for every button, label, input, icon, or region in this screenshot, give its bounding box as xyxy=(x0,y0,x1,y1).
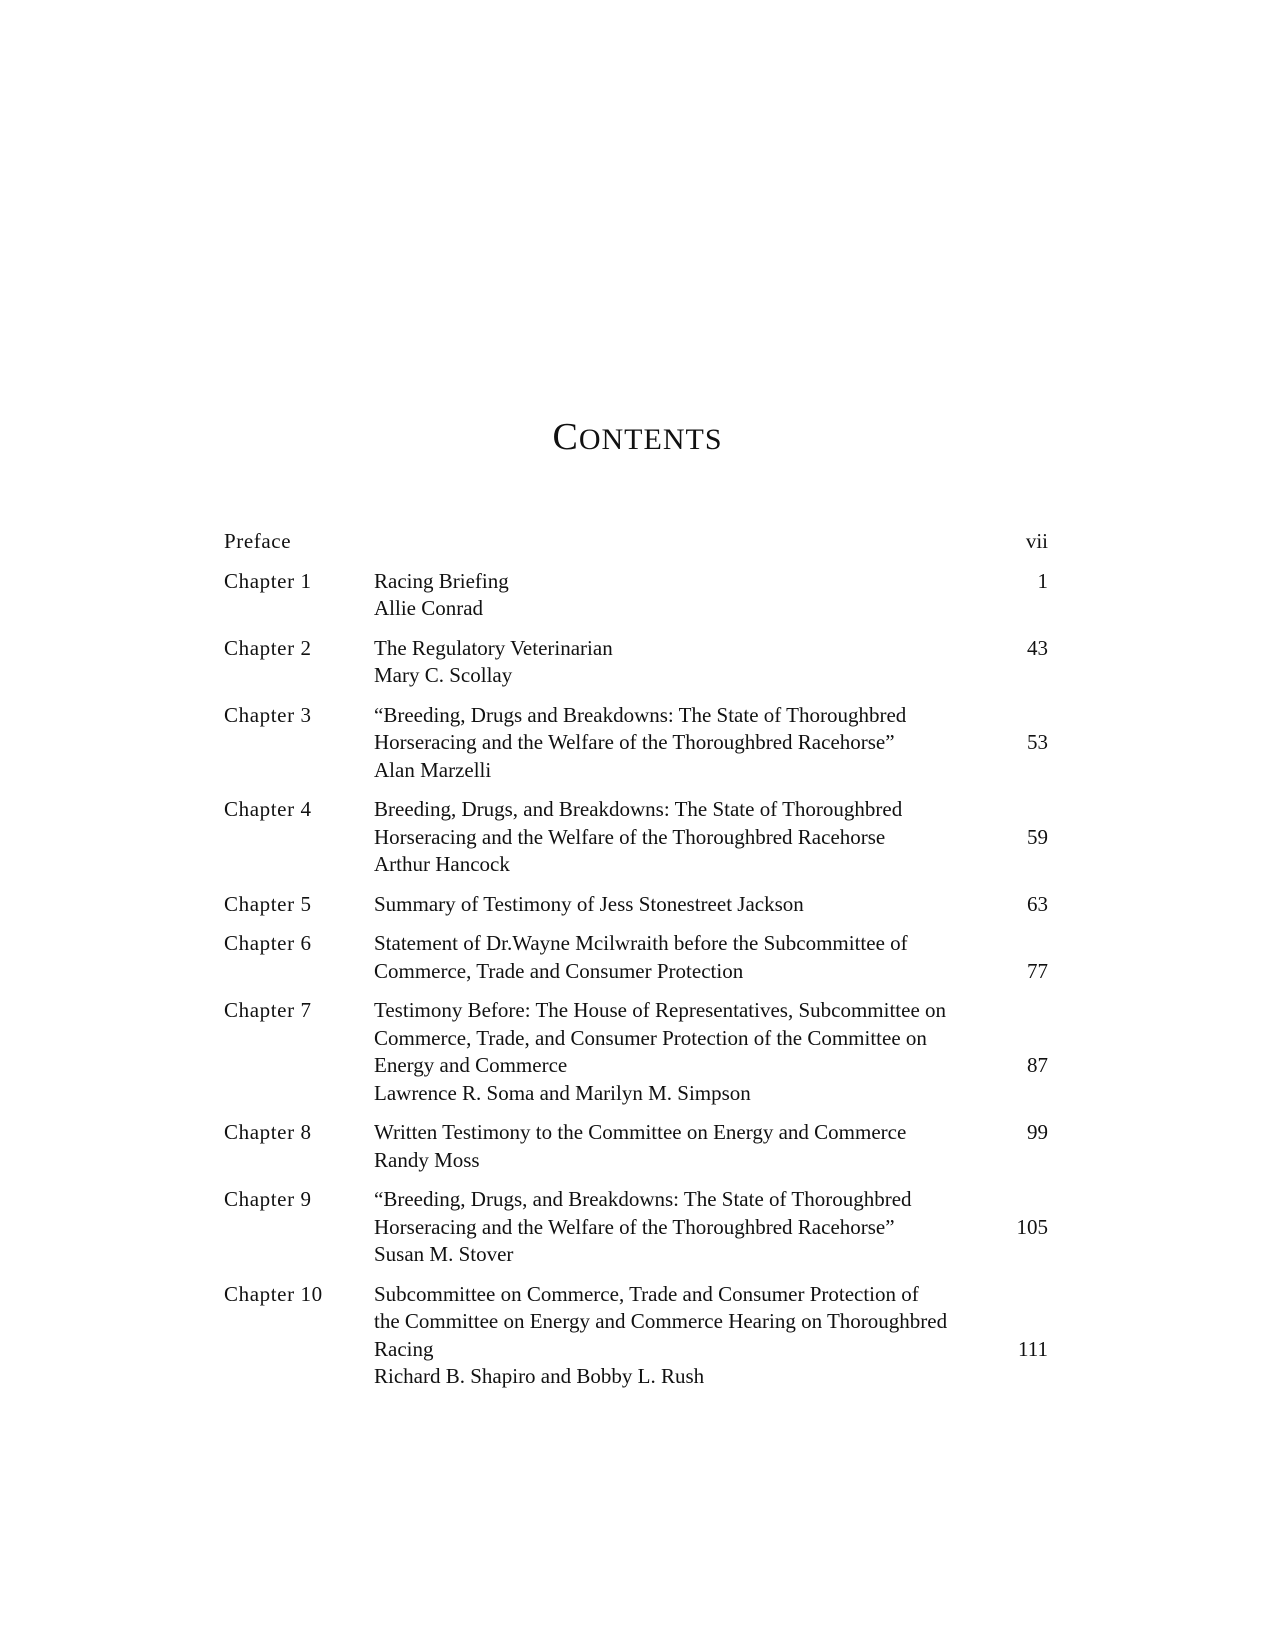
toc-entry-page-number: 1 xyxy=(1037,568,1048,593)
toc-entry-label: Preface xyxy=(224,529,292,553)
toc-entry-line: Susan M. Stover xyxy=(374,1242,514,1266)
toc-entry-line: Commerce, Trade, and Consumer Protection of the Committee on xyxy=(374,1025,927,1050)
toc-entry-title xyxy=(374,528,994,556)
toc-entry-label: Chapter 4 xyxy=(224,797,312,821)
toc-entry-line: The Regulatory Veterinarian xyxy=(374,635,613,660)
toc-entry-line: Breeding, Drugs, and Breakdowns: The State of Thoroughbred xyxy=(374,797,903,821)
toc-entry-line: Energy and Commerce xyxy=(374,1053,568,1077)
toc-entry xyxy=(224,568,1048,623)
toc-entry-line: the Committee on Energy and Commerce Hearing on Thoroughbred xyxy=(374,1309,948,1333)
toc-entry-label: Chapter 1 xyxy=(224,568,312,593)
toc-entry-title xyxy=(374,891,994,919)
toc-entry-line: Randy Moss xyxy=(374,1147,480,1172)
toc-entry-page-number: vii xyxy=(1025,529,1048,553)
toc-entry-line: Racing xyxy=(374,1336,434,1361)
toc-entry-title xyxy=(374,930,994,985)
toc-entry-line: Subcommittee on Commerce, Trade and Consumer Protection of xyxy=(374,1281,919,1306)
toc-entry xyxy=(224,891,1048,919)
toc-entry-line: Testimony Before: The House of Representatives, Subcommittee on xyxy=(374,998,947,1022)
toc-entry-label: Chapter 6 xyxy=(224,931,312,955)
toc-entry-title xyxy=(374,796,994,879)
toc-entry-line: Alan Marzelli xyxy=(374,757,492,782)
toc-entry-label: Chapter 2 xyxy=(224,635,312,660)
toc-entry-label: Chapter 7 xyxy=(224,998,312,1022)
toc-entry xyxy=(224,930,1048,985)
toc-entry-label: Chapter 8 xyxy=(224,1120,312,1144)
toc-entry xyxy=(224,997,1048,1107)
toc-entry-title xyxy=(374,997,994,1107)
toc-entry xyxy=(224,1281,1048,1391)
toc-entry-title xyxy=(374,1186,994,1269)
toc-entry-line: Horseracing and the Welfare of the Thoroughbred Racehorse xyxy=(374,824,886,849)
toc-entry-page-number: 77 xyxy=(1027,958,1048,983)
toc-entry-page-number: 99 xyxy=(1027,1120,1048,1144)
toc-entry-page-number: 111 xyxy=(1018,1336,1048,1361)
toc-entry xyxy=(224,1119,1048,1174)
toc-entry-line: Mary C. Scollay xyxy=(374,663,513,687)
toc-entry-page-number: 59 xyxy=(1027,824,1048,849)
toc-entry-line: Allie Conrad xyxy=(374,596,484,620)
page-title-initial: C xyxy=(552,416,579,458)
toc-entry-line: Commerce, Trade and Consumer Protection xyxy=(374,958,744,983)
toc-entry-title xyxy=(374,702,994,785)
toc-entry-title xyxy=(374,1281,994,1391)
toc-entry-line: Arthur Hancock xyxy=(374,852,510,876)
toc-entry-line: Lawrence R. Soma and Marilyn M. Simpson xyxy=(374,1080,751,1105)
toc-entry xyxy=(224,528,1048,556)
toc-entry-page-number: 43 xyxy=(1027,635,1048,660)
toc-entry-title xyxy=(374,568,994,623)
toc-entry-line: Summary of Testimony of Jess Stonestreet Jackson xyxy=(374,891,804,916)
toc-entry xyxy=(224,702,1048,785)
toc-entry-page-number: 53 xyxy=(1027,730,1048,754)
toc-entry-label: Chapter 9 xyxy=(224,1187,312,1211)
toc-entry-title xyxy=(374,635,994,690)
toc-entry-page-number: 105 xyxy=(1016,1214,1048,1239)
toc-entry-line: Racing Briefing xyxy=(374,568,509,593)
toc-entry-line: Statement of Dr.Wayne Mcilwraith before the Subcommittee of xyxy=(374,931,908,955)
toc-entry-line: Richard B. Shapiro and Bobby L. Rush xyxy=(374,1364,705,1388)
toc-entry-line: “Breeding, Drugs, and Breakdowns: The State of Thoroughbred xyxy=(374,1187,912,1211)
toc-entry-line: “Breeding, Drugs and Breakdowns: The State of Thoroughbred xyxy=(374,702,907,727)
toc-entry-label: Chapter 5 xyxy=(224,891,312,916)
toc-entry-title xyxy=(374,1119,994,1174)
toc-entry xyxy=(224,796,1048,879)
toc-entry xyxy=(224,1186,1048,1269)
table-of-contents xyxy=(224,528,1048,1391)
toc-entry-line: Horseracing and the Welfare of the Thoroughbred Racehorse” xyxy=(374,1214,895,1239)
toc-entry-page-number: 63 xyxy=(1027,891,1048,916)
toc-entry-label: Chapter 3 xyxy=(224,702,312,727)
page-title-rest: ONTENTS xyxy=(578,423,723,456)
page-title xyxy=(0,418,1275,456)
toc-entry-label: Chapter 10 xyxy=(224,1281,323,1306)
toc-entry-line: Horseracing and the Welfare of the Thoroughbred Racehorse” xyxy=(374,730,895,754)
toc-entry-line: Written Testimony to the Committee on Energy and Commerce xyxy=(374,1120,907,1144)
toc-entry-page-number: 87 xyxy=(1027,1053,1048,1077)
toc-entry xyxy=(224,635,1048,690)
